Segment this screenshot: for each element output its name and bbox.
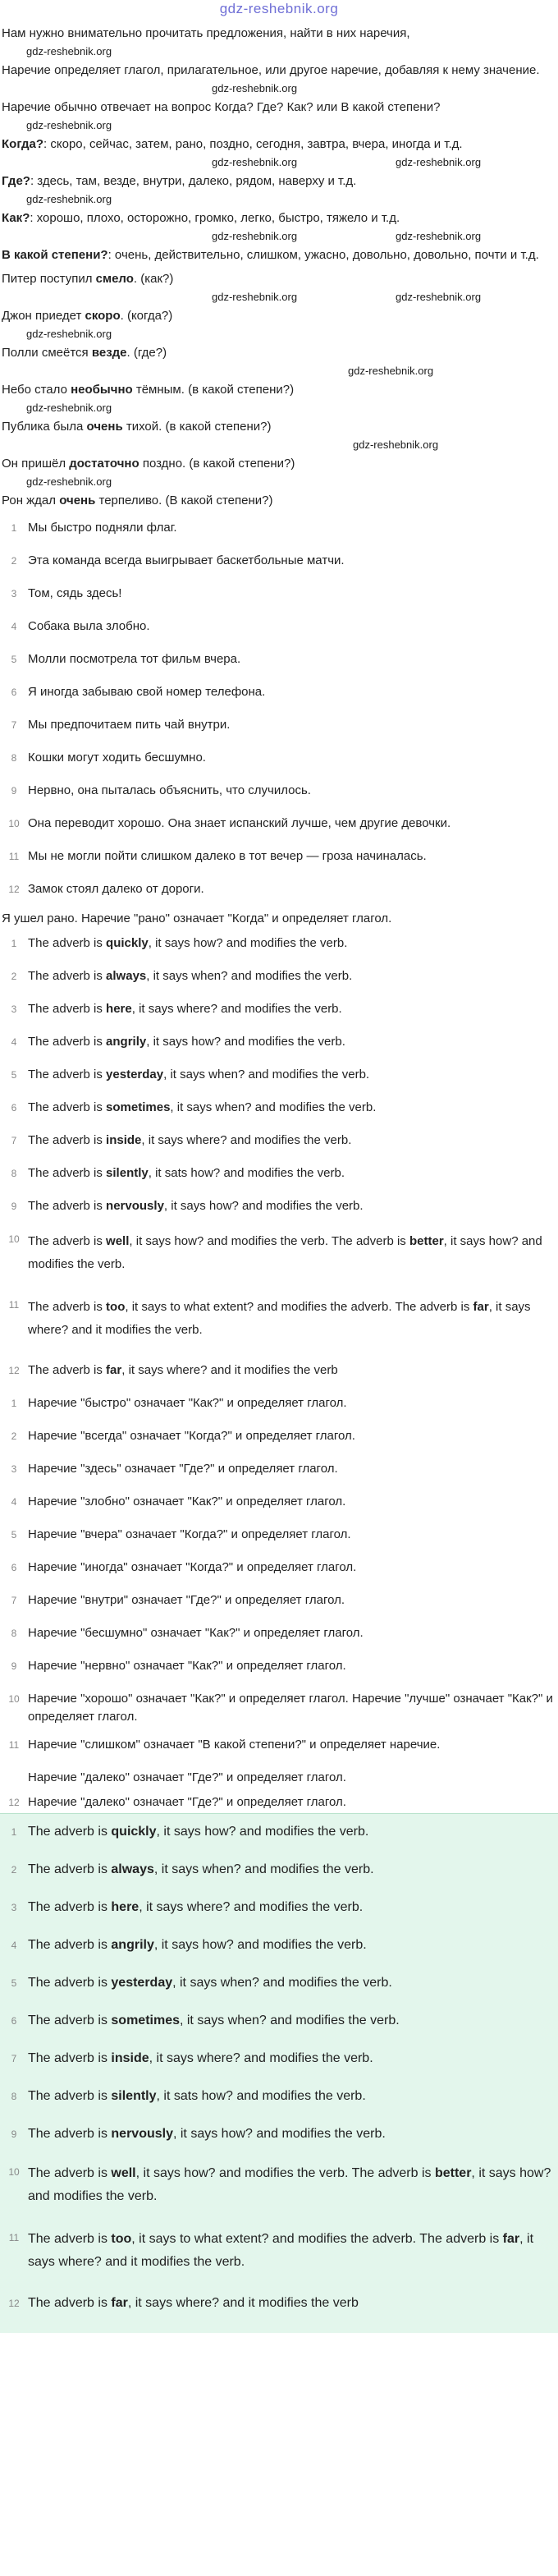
site-title[interactable]: gdz-reshebnik.org [219, 1, 339, 16]
list-item: 9 The adverb is nervously, it says how? and modifies the verb. [11, 2127, 386, 2141]
list-item: 12 The adverb is far, it says where? and it modifies the verb [8, 1363, 338, 1377]
list-item: 12 Замок стоял далеко от дороги. [8, 882, 204, 896]
watermark: gdz-reshebnik.org [396, 156, 482, 168]
list-item: 8 Наречие "бесшумно" означает "Как?" и определяет глагол. [11, 1626, 364, 1640]
degree-line: В какой степени?: очень, действительно, слишком, ужасно, довольно, довольно, почти и т.д. [2, 248, 539, 262]
watermark: gdz-reshebnik.org [26, 45, 112, 57]
list-item: 1 Мы быстро подняли флаг. [11, 521, 177, 535]
example-line: Джон приедет скоро. (когда?) [2, 309, 173, 323]
list-item: 10 The adverb is well, it says how? and modifies the verb. The adverb is better, it says how? and modifies the verb. [8, 2166, 551, 2203]
list-item: 5 The adverb is yesterday, it says when? and modifies the verb. [11, 1976, 392, 1990]
watermark: gdz-reshebnik.org [348, 365, 434, 377]
list-item: 6 Наречие "иногда" означает "Когда?" и определяет глагол. [11, 1560, 357, 1574]
list-item: 12 The adverb is far, it says where? and it modifies the verb [8, 2296, 359, 2310]
answers-panel [0, 1813, 558, 2333]
list-item: 2 The adverb is always, it says when? and modifies the verb. [11, 1862, 374, 1876]
list-item: 7 Наречие "внутри" означает "Где?" и определяет глагол. [11, 1593, 345, 1607]
sample-line: Я ушел рано. Наречие "рано" означает "Когда" и определяет глагол. [2, 911, 392, 925]
list-item: 7 The adverb is inside, it says where? and modifies the verb. [11, 1133, 352, 1147]
definition-2: Наречие обычно отвечает на вопрос Когда? Где? Как? или В какой степени? [2, 100, 441, 114]
watermark: gdz-reshebnik.org [212, 230, 298, 242]
russian-answers-list [0, 1389, 558, 1813]
list-item: 12 Наречие "далеко" означает "Где?" и определяет глагол. [8, 1795, 346, 1809]
list-item: 9 Нервно, она пыталась объяснить, что случилось. [11, 783, 311, 797]
watermark: gdz-reshebnik.org [353, 439, 439, 451]
list-item: 9 The adverb is nervously, it says how? and modifies the verb. [11, 1199, 364, 1213]
list-item: 11 Мы не могли пойти слишком далеко в тот вечер — гроза начиналась. [8, 849, 427, 863]
list-item: 4 The adverb is angrily, it says how? and modifies the verb. [11, 1938, 367, 1952]
list-item: 11 Наречие "слишком" означает "В какой степени?" и определяет наречие. [8, 1738, 441, 1752]
list-item: 9 Наречие "нервно" означает "Как?" и определяет глагол. [11, 1659, 346, 1673]
list-item: 10 Наречие "хорошо" означает "Как?" и определяет глагол. Наречие "лучше" означает "Как?" и определяет глагол. [8, 1692, 553, 1724]
watermark: gdz-reshebnik.org [26, 402, 112, 414]
list-item: 5 The adverb is yesterday, it says when? and modifies the verb. [11, 1068, 370, 1081]
list-item: 4 Собака выла злобно. [11, 619, 150, 633]
list-item: Наречие "далеко" означает "Где?" и определяет глагол. [28, 1770, 346, 1784]
where-line: Где?: здесь, там, везде, внутри, далеко, рядом, наверху и т.д. [2, 174, 357, 188]
list-item: 6 The adverb is sometimes, it says when? and modifies the verb. [11, 1100, 377, 1114]
list-item: 10 The adverb is well, it says how? and modifies the verb. The adverb is better, it says how? and modifies the verb. [8, 1233, 542, 1271]
watermark: gdz-reshebnik.org [26, 193, 112, 205]
intro-section [0, 20, 558, 512]
list-item: 3 Том, сядь здесь! [11, 586, 122, 600]
list-item: 1 Наречие "быстро" означает "Как?" и определяет глагол. [11, 1396, 347, 1410]
russian-sentences-list [0, 514, 558, 908]
list-item: 3 The adverb is here, it says where? and modifies the verb. [11, 1900, 364, 1914]
list-item: 2 Эта команда всегда выигрывает баскетбольные матчи. [11, 553, 345, 567]
list-item: 2 Наречие "всегда" означает "Когда?" и определяет глагол. [11, 1429, 355, 1443]
english-answers-list [0, 930, 558, 1389]
list-item: 8 Кошки могут ходить бесшумно. [11, 751, 206, 765]
watermark: gdz-reshebnik.org [396, 230, 482, 242]
watermark: gdz-reshebnik.org [212, 82, 298, 94]
example-line: Небо стало необычно тёмным. (в какой степени?) [2, 383, 295, 397]
list-item: 11 The adverb is too, it says to what extent? and modifies the adverb. The adverb is far, it says where? and it modifies the verb. [8, 2232, 534, 2269]
watermark: gdz-reshebnik.org [212, 291, 298, 303]
watermark: gdz-reshebnik.org [396, 291, 482, 303]
example-line: Питер поступил смело. (как?) [2, 272, 174, 286]
list-item: 10 Она переводит хорошо. Она знает испанский лучше, чем другие девочки. [8, 816, 451, 830]
list-item: 8 The adverb is silently, it sats how? and modifies the verb. [11, 1166, 345, 1180]
list-item: 4 The adverb is angrily, it says how? and modifies the verb. [11, 1035, 345, 1049]
list-item: 1 The adverb is quickly, it says how? and modifies the verb. [11, 936, 348, 950]
example-line: Он пришёл достаточно поздно. (в какой степени?) [2, 457, 295, 471]
definition-1: Наречие определяет глагол, прилагательное, или другое наречие, добавляя к нему значение. [2, 63, 540, 77]
watermark: gdz-reshebnik.org [26, 328, 112, 340]
watermark: gdz-reshebnik.org [26, 475, 112, 488]
watermark: gdz-reshebnik.org [212, 156, 298, 168]
list-item: 6 The adverb is sometimes, it says when? and modifies the verb. [11, 2014, 400, 2027]
task-text: Нам нужно внимательно прочитать предложения, найти в них наречия, [2, 26, 410, 40]
how-line: Как?: хорошо, плохо, осторожно, громко, легко, быстро, тяжело и т.д. [2, 211, 400, 225]
list-item: 2 The adverb is always, it says when? and modifies the verb. [11, 969, 353, 983]
list-item: 7 Мы предпочитаем пить чай внутри. [11, 718, 231, 732]
list-item: 11 The adverb is too, it says to what extent? and modifies the adverb. The adverb is far, it says where? and it modifies the verb. [8, 1299, 531, 1337]
list-item: 6 Я иногда забываю свой номер телефона. [11, 685, 266, 699]
example-line: Полли смеётся везде. (где?) [2, 346, 167, 360]
list-item: 1 The adverb is quickly, it says how? and modifies the verb. [11, 1825, 369, 1839]
watermark: gdz-reshebnik.org [26, 119, 112, 131]
example-line: Рон ждал очень терпеливо. (В какой степени?) [2, 494, 273, 507]
list-item: 5 Молли посмотрела тот фильм вчера. [11, 652, 241, 666]
list-item: 3 Наречие "здесь" означает "Где?" и определяет глагол. [11, 1462, 338, 1476]
list-item: 7 The adverb is inside, it says where? and modifies the verb. [11, 2051, 373, 2065]
list-item: 4 Наречие "злобно" означает "Как?" и определяет глагол. [11, 1495, 346, 1508]
list-item: 5 Наречие "вчера" означает "Когда?" и определяет глагол. [11, 1527, 351, 1541]
list-item: 8 The adverb is silently, it sats how? and modifies the verb. [11, 2089, 366, 2103]
list-item: 3 The adverb is here, it says where? and modifies the verb. [11, 1002, 342, 1016]
example-line: Публика была очень тихой. (в какой степени?) [2, 420, 272, 434]
when-line: Когда?: скоро, сейчас, затем, рано, поздно, сегодня, завтра, вчера, иногда и т.д. [2, 137, 463, 151]
